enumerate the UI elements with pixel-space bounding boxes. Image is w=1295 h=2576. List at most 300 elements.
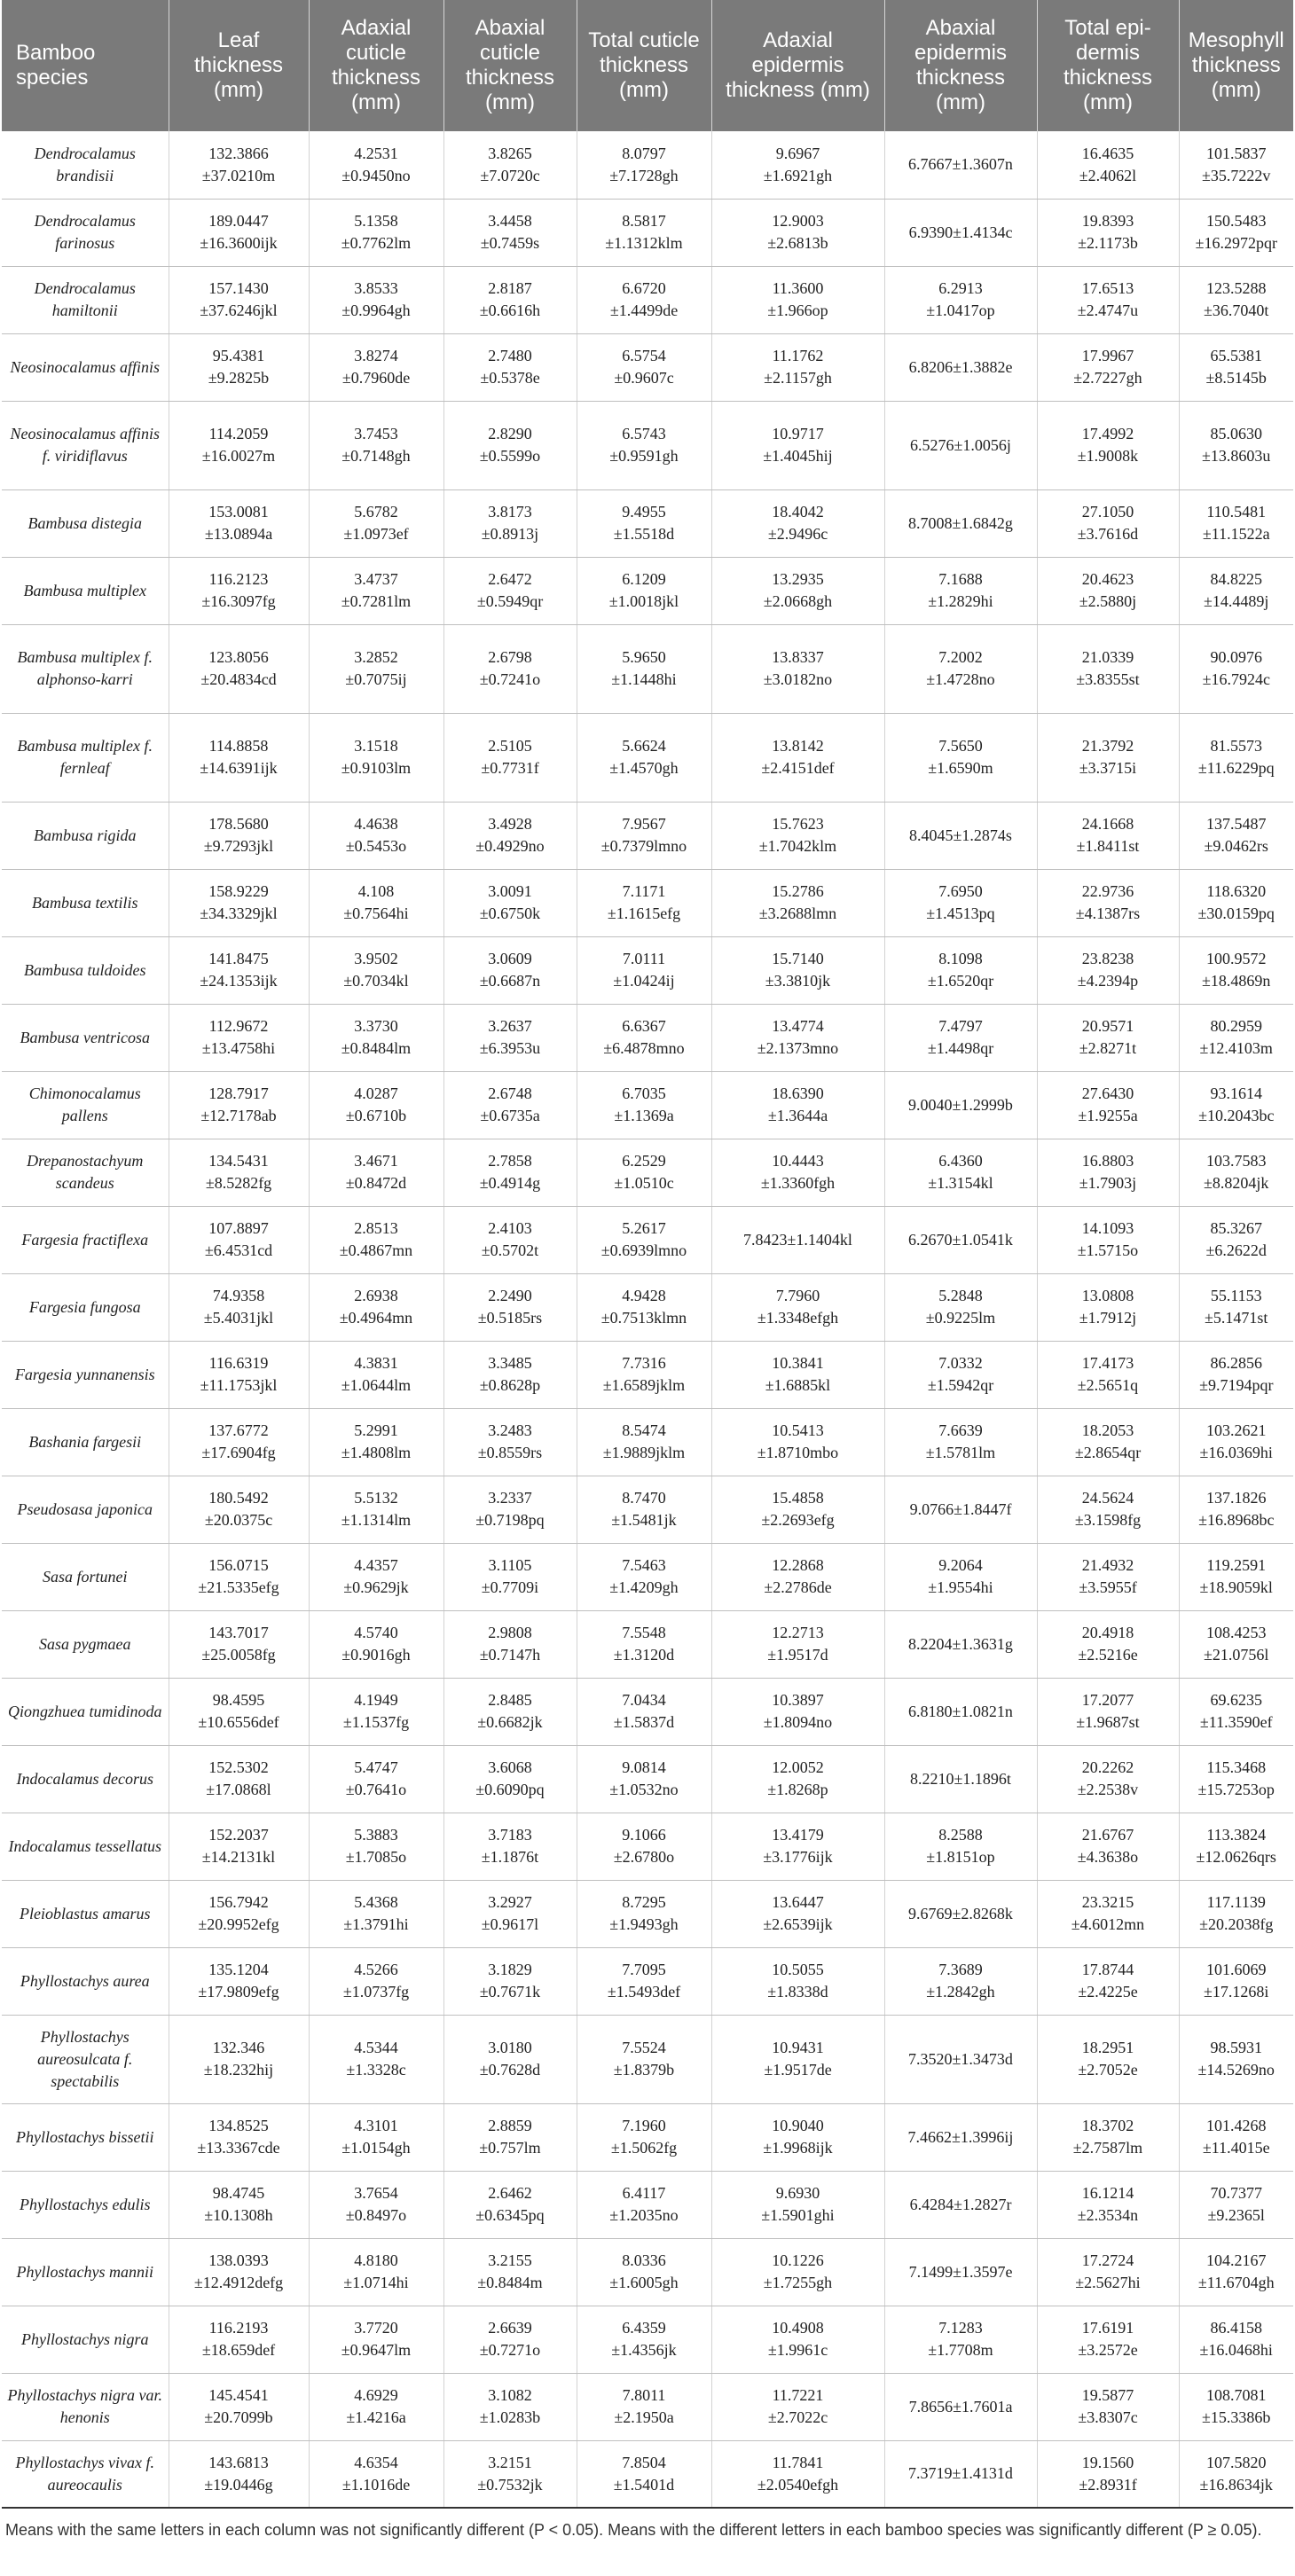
mean-value: 132.3866 (208, 144, 269, 162)
sd-value: ±1.7912j (1079, 1309, 1137, 1327)
mean-value: 3.8274 (354, 347, 398, 364)
mean-value: 6.4360 (938, 1152, 983, 1170)
sd-value: ±1.0510c (614, 1174, 674, 1192)
value-cell (309, 489, 443, 557)
value-cell (1179, 1139, 1293, 1206)
sd-value: ±1.9968ijk (763, 2139, 833, 2157)
mean-value: 80.2959 (1210, 1017, 1262, 1035)
mean-value: 7.5524 (622, 2039, 666, 2056)
mean-value: 156.0715 (208, 1556, 269, 1574)
value-cell (443, 1273, 577, 1341)
mean-value: 10.3841 (772, 1354, 824, 1372)
value-cell (169, 1947, 309, 2015)
value-cell (443, 2171, 577, 2238)
value-cell (884, 1947, 1037, 2015)
species-cell: Bambusa tuldoides (2, 936, 169, 1004)
sd-value: ±13.4758hi (201, 1039, 276, 1057)
mean-value: 132.346 (212, 2039, 265, 2056)
sd-value: ±1.0283b (479, 2408, 541, 2426)
value-cell (711, 1813, 884, 1880)
value-cell (1179, 2440, 1293, 2508)
species-cell: Pleioblastus amarus (2, 1880, 169, 1947)
value-cell (577, 2015, 711, 2103)
value-cell (169, 1273, 309, 1341)
mean-value: 12.2713 (772, 1624, 824, 1641)
value-cell (1179, 199, 1293, 266)
value-cell (443, 1678, 577, 1745)
value-cell (169, 2238, 309, 2306)
mean-value: 2.8513 (354, 1219, 398, 1237)
sd-value: ±3.5955f (1079, 1578, 1137, 1596)
sd-value: ±9.7293jkl (203, 837, 274, 855)
value-cell (169, 1408, 309, 1476)
value-cell (1179, 1071, 1293, 1139)
mean-value: 27.6430 (1081, 1084, 1134, 1102)
mean-value: 98.4745 (212, 2184, 265, 2202)
table-row (2, 199, 1293, 266)
sd-value: ±2.0668gh (763, 592, 833, 610)
sd-value: ±1.8094no (763, 1713, 833, 1731)
sd-value: ±17.0868l (206, 1781, 271, 1798)
mean-value: 74.9358 (212, 1287, 265, 1304)
mean-value: 9.0766±1.8447f (909, 1499, 1012, 1518)
sd-value: ±1.0154gh (341, 2139, 411, 2157)
column-header: Total cuticle thickness (mm) (577, 0, 711, 131)
value-cell (884, 869, 1037, 936)
mean-value: 101.6069 (1206, 1961, 1267, 1978)
sd-value: ±0.4867mn (339, 1241, 413, 1259)
value-cell (443, 333, 577, 401)
value-cell (884, 1004, 1037, 1071)
sd-value: ±2.9496c (767, 525, 828, 543)
mean-value: 189.0447 (208, 212, 269, 230)
sd-value: ±0.6090pq (475, 1781, 545, 1798)
value-cell (884, 2171, 1037, 2238)
sd-value: ±2.4747u (1077, 301, 1139, 319)
mean-value: 16.8803 (1081, 1152, 1134, 1170)
mean-value: 8.4045±1.2874s (909, 826, 1012, 844)
mean-value: 6.2529 (622, 1152, 666, 1170)
table-row (2, 1745, 1293, 1813)
value-cell (884, 557, 1037, 624)
sd-value: ±7.0720c (480, 166, 540, 184)
value-cell (1179, 1880, 1293, 1947)
value-cell (309, 1206, 443, 1273)
sd-value: ±2.5651q (1077, 1376, 1139, 1394)
species-cell: Bambusa textilis (2, 869, 169, 936)
value-cell (577, 2103, 711, 2171)
value-cell (1179, 1341, 1293, 1408)
sd-value: ±0.757lm (479, 2139, 541, 2157)
mean-value: 115.3468 (1206, 1758, 1267, 1776)
value-cell (884, 802, 1037, 869)
mean-value: 8.7295 (622, 1893, 666, 1911)
sd-value: ±13.8603u (1202, 447, 1271, 465)
value-cell (1037, 2015, 1179, 2103)
species-cell: Indocalamus decorus (2, 1745, 169, 1813)
sd-value: ±0.7459s (480, 234, 540, 252)
sd-value: ±0.7671k (479, 1983, 541, 2001)
species-cell: Bambusa multiplex f. alphonso-karri (2, 624, 169, 713)
mean-value: 8.2204±1.3631g (908, 1634, 1013, 1653)
value-cell (884, 1678, 1037, 1745)
value-cell (169, 1476, 309, 1543)
mean-value: 5.4368 (354, 1893, 398, 1911)
sd-value: ±3.3810jk (765, 972, 831, 990)
sd-value: ±1.9517de (764, 2061, 832, 2079)
mean-value: 3.4671 (354, 1152, 398, 1170)
sd-value: ±1.2842gh (926, 1983, 995, 2001)
mean-value: 7.0332 (938, 1354, 983, 1372)
sd-value: ±6.3953u (479, 1039, 541, 1057)
sd-value: ±1.6589jklm (602, 1376, 686, 1394)
species-cell: Dendrocalamus brandisii (2, 131, 169, 199)
mean-value: 11.3600 (772, 279, 824, 297)
mean-value: 90.0976 (1210, 648, 1262, 666)
value-cell (1037, 2306, 1179, 2373)
value-cell (711, 2373, 884, 2440)
sd-value: ±0.7075ij (345, 670, 407, 688)
sd-value: ±14.4489j (1204, 592, 1269, 610)
sd-value: ±2.2693efg (761, 1511, 835, 1529)
sd-value: ±1.4356jk (611, 2341, 677, 2359)
mean-value: 3.0180 (488, 2039, 532, 2056)
sd-value: ±3.2572e (1078, 2341, 1138, 2359)
value-cell (443, 1610, 577, 1678)
mean-value: 3.2337 (488, 1489, 532, 1507)
species-cell: Phyllostachys mannii (2, 2238, 169, 2306)
value-cell (309, 1678, 443, 1745)
value-cell (884, 333, 1037, 401)
sd-value: ±0.8913j (481, 525, 539, 543)
value-cell (1179, 131, 1293, 199)
sd-value: ±9.0462rs (1204, 837, 1268, 855)
table-row (2, 1071, 1293, 1139)
value-cell (309, 2238, 443, 2306)
sd-value: ±2.4225e (1078, 1983, 1138, 2001)
mean-value: 7.3689 (938, 1961, 983, 1978)
value-cell (443, 1004, 577, 1071)
value-cell (711, 2238, 884, 2306)
mean-value: 3.0091 (488, 882, 532, 900)
sd-value: ±0.6616h (479, 301, 541, 319)
mean-value: 85.0630 (1210, 425, 1262, 442)
sd-value: ±4.1387rs (1075, 904, 1141, 922)
mean-value: 5.5132 (354, 1489, 398, 1507)
table-row (2, 2238, 1293, 2306)
sd-value: ±37.6246jkl (200, 301, 278, 319)
sd-value: ±2.8271t (1079, 1039, 1137, 1057)
value-cell (309, 2171, 443, 2238)
value-cell (1179, 713, 1293, 802)
value-cell (577, 802, 711, 869)
sd-value: ±1.7085o (345, 1848, 407, 1866)
value-cell (443, 1408, 577, 1476)
sd-value: ±1.5901ghi (761, 2206, 835, 2224)
sd-value: ±3.1776ijk (763, 1848, 833, 1866)
value-cell (577, 1408, 711, 1476)
sd-value: ±1.5481jk (611, 1511, 677, 1529)
value-cell (1179, 1947, 1293, 2015)
value-cell (309, 869, 443, 936)
value-cell (1179, 1004, 1293, 1071)
species-cell: Phyllostachys aureosulcata f. spectabilis (2, 2015, 169, 2103)
value-cell (1037, 802, 1179, 869)
mean-value: 150.5483 (1206, 212, 1267, 230)
mean-value: 4.4357 (354, 1556, 398, 1574)
value-cell (577, 713, 711, 802)
value-cell (1179, 1678, 1293, 1745)
mean-value: 107.8897 (208, 1219, 269, 1237)
sd-value: ±1.7255gh (763, 2274, 833, 2291)
mean-value: 7.1283 (938, 2319, 983, 2337)
mean-value: 2.6748 (488, 1084, 532, 1102)
table-footnote: Means with the same letters in each column was not significantly different (P < 0.05). Means with the different letters in each bamboo species was significantly different (P ≥ 0.05). (5, 2521, 1262, 2539)
mean-value: 4.5266 (354, 1961, 398, 1978)
mean-value: 9.0814 (622, 1758, 666, 1776)
sd-value: ±1.9687st (1076, 1713, 1140, 1731)
mean-value: 6.1209 (622, 570, 666, 588)
sd-value: ±17.6904fg (201, 1444, 276, 1461)
sd-value: ±2.7227gh (1073, 369, 1142, 387)
sd-value: ±1.5493def (607, 1983, 681, 2001)
mean-value: 9.1066 (622, 1826, 666, 1844)
value-cell (169, 489, 309, 557)
value-cell (577, 624, 711, 713)
sd-value: ±0.8559rs (477, 1444, 543, 1461)
value-cell (443, 1139, 577, 1206)
table-row (2, 2015, 1293, 2103)
sd-value: ±12.0626qrs (1196, 1848, 1276, 1866)
value-cell (1037, 624, 1179, 713)
sd-value: ±0.7241o (479, 670, 541, 688)
mean-value: 6.7035 (622, 1084, 666, 1102)
sd-value: ±1.9889jklm (602, 1444, 686, 1461)
sd-value: ±0.8628p (479, 1376, 541, 1394)
sd-value: ±16.3097fg (201, 592, 276, 610)
value-cell (1037, 1004, 1179, 1071)
mean-value: 17.8744 (1081, 1961, 1134, 1978)
sd-value: ±1.9493gh (609, 1915, 679, 1933)
value-cell (1037, 1408, 1179, 1476)
sd-value: ±1.1016de (341, 2475, 411, 2494)
sd-value: ±19.0446g (204, 2475, 273, 2494)
mean-value: 156.7942 (208, 1893, 269, 1911)
mean-value: 27.1050 (1081, 503, 1134, 521)
mean-value: 6.6720 (622, 279, 666, 297)
mean-value: 6.4284±1.2827r (909, 2195, 1012, 2213)
mean-value: 19.5877 (1081, 2386, 1134, 2404)
sd-value: ±1.1312klm (605, 234, 683, 252)
mean-value: 23.3215 (1081, 1893, 1134, 1911)
value-cell (1179, 2373, 1293, 2440)
value-cell (884, 1206, 1037, 1273)
sd-value: ±1.1314lm (341, 1511, 412, 1529)
mean-value: 21.6767 (1081, 1826, 1134, 1844)
value-cell (309, 1408, 443, 1476)
mean-value: 114.8858 (208, 737, 269, 755)
value-cell (884, 936, 1037, 1004)
mean-value: 119.2591 (1206, 1556, 1267, 1574)
mean-value: 24.5624 (1081, 1489, 1134, 1507)
sd-value: ±2.1173b (1078, 234, 1138, 252)
value-cell (577, 1745, 711, 1813)
species-cell: Pseudosasa japonica (2, 1476, 169, 1543)
mean-value: 7.0434 (622, 1691, 666, 1709)
mean-value: 2.4103 (488, 1219, 532, 1237)
mean-value: 4.4638 (354, 815, 398, 833)
value-cell (443, 131, 577, 199)
mean-value: 7.5650 (938, 737, 983, 755)
value-cell (1179, 1408, 1293, 1476)
value-cell (169, 713, 309, 802)
value-cell (169, 869, 309, 936)
value-cell (884, 2103, 1037, 2171)
mean-value: 6.5754 (622, 347, 666, 364)
value-cell (1179, 2015, 1293, 2103)
sd-value: ±6.4531cd (204, 1241, 273, 1259)
mean-value: 9.2064 (938, 1556, 983, 1574)
value-cell (309, 2440, 443, 2508)
sd-value: ±18.659def (201, 2341, 276, 2359)
mean-value: 9.0040±1.2999b (908, 1095, 1013, 1114)
sd-value: ±25.0058fg (201, 1646, 276, 1664)
sd-value: ±1.5837d (613, 1713, 675, 1731)
value-cell (1179, 2103, 1293, 2171)
sd-value: ±1.4728no (926, 670, 995, 688)
sd-value: ±20.0375c (204, 1511, 273, 1529)
sd-value: ±6.4878mno (603, 1039, 685, 1057)
sd-value: ±0.7034kl (343, 972, 409, 990)
value-cell (577, 1543, 711, 1610)
mean-value: 4.1949 (354, 1691, 398, 1709)
value-cell (711, 1139, 884, 1206)
value-cell (443, 2103, 577, 2171)
sd-value: ±3.0182no (763, 670, 833, 688)
mean-value: 3.4458 (488, 212, 532, 230)
value-cell (169, 2440, 309, 2508)
value-cell (577, 1813, 711, 1880)
value-cell (1179, 1476, 1293, 1543)
value-cell (309, 936, 443, 1004)
mean-value: 6.4117 (622, 2184, 666, 2202)
table-row (2, 1004, 1293, 1071)
value-cell (1179, 2238, 1293, 2306)
sd-value: ±8.8204jk (1204, 1174, 1269, 1192)
mean-value: 135.1204 (208, 1961, 269, 1978)
sd-value: ±3.8355st (1076, 670, 1140, 688)
mean-value: 2.9808 (488, 1624, 532, 1641)
mean-value: 178.5680 (208, 815, 269, 833)
value-cell (711, 489, 884, 557)
value-cell (884, 624, 1037, 713)
table-row (2, 1139, 1293, 1206)
table-row (2, 1273, 1293, 1341)
value-cell (169, 1813, 309, 1880)
value-cell (309, 2373, 443, 2440)
mean-value: 112.9672 (208, 1017, 269, 1035)
mean-value: 7.6950 (938, 882, 983, 900)
mean-value: 13.4179 (772, 1826, 824, 1844)
sd-value: ±0.7641o (345, 1781, 407, 1798)
sd-value: ±2.8931f (1079, 2475, 1137, 2494)
sd-value: ±1.9255a (1078, 1107, 1138, 1124)
mean-value: 3.9502 (354, 950, 398, 967)
value-cell (1179, 802, 1293, 869)
mean-value: 10.9717 (772, 425, 824, 442)
mean-value: 3.1082 (488, 2386, 532, 2404)
mean-value: 18.6390 (772, 1084, 824, 1102)
value-cell (1037, 1071, 1179, 1139)
sd-value: ±6.2622d (1205, 1241, 1267, 1259)
value-cell (711, 1408, 884, 1476)
sd-value: ±0.5453o (345, 837, 407, 855)
sd-value: ±1.0417op (926, 301, 995, 319)
value-cell (884, 401, 1037, 489)
value-cell (309, 1071, 443, 1139)
value-cell (577, 1071, 711, 1139)
sd-value: ±0.9103lm (341, 759, 412, 777)
value-cell (884, 2440, 1037, 2508)
mean-value: 7.1499±1.3597e (908, 2262, 1013, 2281)
species-cell: Fargesia fractiflexa (2, 1206, 169, 1273)
value-cell (309, 1813, 443, 1880)
mean-value: 145.4541 (208, 2386, 269, 2404)
value-cell (309, 1745, 443, 1813)
mean-value: 12.2868 (772, 1556, 824, 1574)
value-cell (1037, 1947, 1179, 2015)
value-cell (1037, 713, 1179, 802)
value-cell (577, 1476, 711, 1543)
value-cell (443, 2238, 577, 2306)
sd-value: ±0.9647lm (341, 2341, 412, 2359)
sd-value: ±0.7709i (481, 1578, 539, 1596)
value-cell (1037, 936, 1179, 1004)
mean-value: 10.9431 (772, 2039, 824, 2056)
sd-value: ±0.7148gh (341, 447, 411, 465)
mean-value: 114.2059 (208, 425, 269, 442)
value-cell (1037, 1678, 1179, 1745)
value-cell (711, 1071, 884, 1139)
sd-value: ±1.0644lm (341, 1376, 412, 1394)
value-cell (711, 1678, 884, 1745)
value-cell (309, 1476, 443, 1543)
value-cell (309, 1610, 443, 1678)
value-cell (577, 2306, 711, 2373)
mean-value: 17.4992 (1081, 425, 1134, 442)
sd-value: ±1.3120d (613, 1646, 675, 1664)
mean-value: 70.7377 (1210, 2184, 1262, 2202)
value-cell (443, 1745, 577, 1813)
sd-value: ±1.8151op (926, 1848, 995, 1866)
mean-value: 153.0081 (208, 503, 269, 521)
table-row (2, 1678, 1293, 1745)
value-cell (309, 199, 443, 266)
value-cell (1037, 2103, 1179, 2171)
mean-value: 101.5837 (1206, 144, 1267, 162)
sd-value: ±2.1157gh (764, 369, 832, 387)
sd-value: ±21.0756l (1204, 1646, 1269, 1664)
sd-value: ±1.5715o (1077, 1241, 1139, 1259)
mean-value: 3.8533 (354, 279, 398, 297)
value-cell (1037, 1273, 1179, 1341)
mean-value: 7.1171 (622, 882, 666, 900)
sd-value: ±20.2038fg (1199, 1915, 1274, 1933)
value-cell (443, 1341, 577, 1408)
mean-value: 13.8337 (772, 648, 824, 666)
sd-value: ±0.6750k (479, 904, 541, 922)
value-cell (1179, 1813, 1293, 1880)
